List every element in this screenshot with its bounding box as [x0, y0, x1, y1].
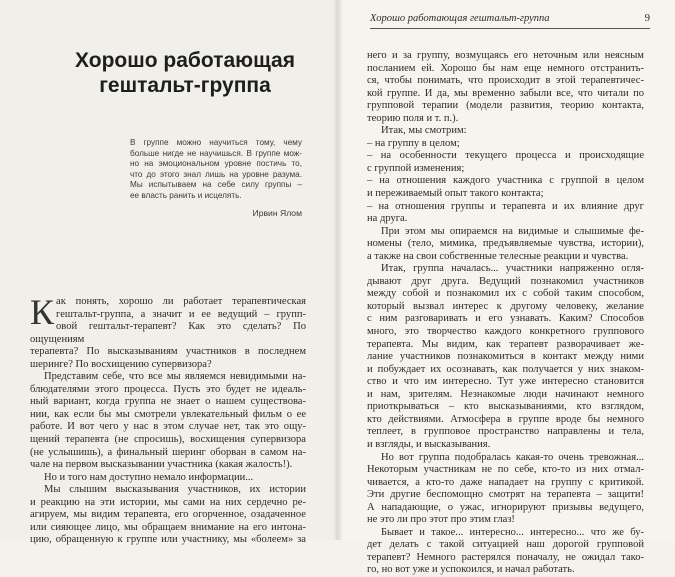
text-line: групповой терапии (модели развития, теорию контакта, — [367, 100, 644, 112]
text-line: между собой и познакомил их с собой таким способом, — [367, 288, 644, 300]
text-line: с ним разговаривать и его узнавать. Каким? Способов — [367, 313, 644, 325]
text-line: гештальт-группа, а значит и ее ведущий – групп- — [56, 308, 306, 320]
text-line: ся, чтобы понимать, что происходит в этой терапевтичес- — [367, 75, 644, 87]
text-line: шеринге? По восхищению супервизора? — [30, 358, 212, 370]
text-line: Эти другие беспомощно смотрят на терапевта – защити! — [367, 489, 644, 501]
text-line: Итак, группа началась... участники напряженно огля- — [381, 263, 644, 275]
epigraph-line: больше нигде не научишься. В группе мож- — [130, 148, 302, 158]
text-line: и переживаемый опыт такого контакта; — [367, 188, 544, 200]
text-line: А нападающие, о ужас, игнорируют призывы ведущего, — [367, 501, 644, 513]
text-line: терапевт? Немного растерялся поначалу, не ожидал тако- — [367, 551, 644, 563]
text-line: терапевта? По высказываниям участников в последнем — [30, 346, 306, 358]
text-line: теплеет, в групповое пространство направлены и тела, — [367, 426, 644, 438]
text-line: номены (тело, мимика, предъявляемые чувства, истории), — [367, 238, 644, 250]
text-line: посланием ей. Хорошо бы нам еще немного отстранить- — [367, 62, 644, 74]
text-line: и нам, зрителям. Незнакомые люди начинают немного — [367, 388, 644, 400]
text-line: ак понять, хорошо ли работает терапевтическая — [56, 296, 306, 307]
text-line: Итак, мы смотрим: — [381, 125, 467, 137]
text-line: дет делать с такой ситуацией наш дорогой групповой — [367, 539, 644, 551]
text-line: кой группе. И да, мы временно забыли все, что читали по — [367, 87, 644, 99]
right-body-text — [367, 50, 644, 577]
text-line: работе. И вот чего у нас в этом случае нет, так это ощу- — [30, 421, 306, 433]
text-line: щений терапевта (не спросишь), восхищения супервизора — [30, 434, 306, 446]
text-line: или сияющее лицо, мы обращаем внимание на его интона- — [30, 521, 306, 533]
text-line: чале на первом высказывании участника (какая жалость!). — [30, 459, 293, 471]
text-line: Бывает и такое... интересно... интересно... что же бу- — [381, 526, 644, 538]
epigraph — [130, 138, 302, 218]
text-line: а также на свои собственные телесные реакции и чувства. — [367, 250, 629, 262]
text-line: ство и что им интересно. Тут уже интересно становится — [367, 376, 644, 388]
text-line: приоткрываться – кто высказываниями, кто взглядом, — [367, 401, 644, 413]
text-line: блюдателями этого процесса. Пусть это будет не идеаль- — [30, 383, 306, 395]
text-line: который вызвал интерес к другому человеку, желание — [367, 300, 644, 312]
dropcap-letter: К — [30, 292, 55, 332]
text-line: ный вариант, когда группа не знает о нашем существова- — [30, 396, 306, 408]
epigraph-line: но на эмоциональном уровне постичь то, — [130, 159, 302, 169]
text-line: – на отношения каждого участника с группой в целом — [367, 175, 644, 187]
text-line: Но и того нам доступно немало информации... — [44, 471, 254, 483]
text-line: него и за группу, возмущаясь его неточным или неясным — [367, 50, 644, 61]
chapter-title — [60, 48, 310, 98]
text-line: овой гештальт-терапевт? Как это сделать? По ощущениям — [30, 321, 306, 345]
text-line: цию, обращенную к группе или участнику, мы «болеем» за — [30, 534, 306, 546]
epigraph-line: Мы испытываем на себе силу группы – — [130, 180, 302, 190]
left-body-text — [30, 292, 306, 547]
epigraph-line: В группе можно научиться тому, чему — [130, 138, 302, 147]
text-line: Некоторым участникам не по себе, кто-то из них отмал- — [367, 464, 644, 476]
text-line: дывают друг друга. Ведущий познакомил участников — [367, 275, 644, 287]
text-line: терапевта. Мы видим, как терапевт разворачивает же- — [367, 338, 644, 350]
text-line: – на отношения группы и терапевта и их влияние друг — [367, 200, 644, 212]
text-line: чивается, а кто-то даже нападает на группу с критикой. — [367, 476, 644, 488]
chapter-title-line-2: гештальт-группа — [99, 74, 271, 97]
text-line: на друга. — [367, 213, 408, 225]
text-line: Мы слышим высказывания участников, их истории — [44, 484, 306, 496]
text-line: При этом мы опираемся на видимые и слышимые фе- — [381, 225, 644, 237]
text-line: много, это творчество каждого конкретного группового — [367, 326, 644, 338]
text-line: теорию поля и т. п.). — [367, 112, 459, 124]
text-line: агируем, мы видим терапевта, его огорченное, озадаченное — [30, 509, 306, 521]
text-line: Представим себе, что все мы являемся невидимыми на- — [44, 371, 306, 383]
epigraph-line: ее власть ранить и исцелять. — [130, 190, 242, 200]
text-line: – на особенности текущего процесса и происходящие — [367, 150, 644, 162]
book-gutter — [333, 0, 343, 540]
text-line: с группой изменения; — [367, 162, 465, 174]
epigraph-author: Ирвин Ялом — [252, 207, 302, 218]
text-line: и побуждает их осознавать, как получается у них знаком- — [367, 363, 644, 375]
text-line: лание участников познакомиться в контакт между ними — [367, 351, 644, 363]
text-line: не это ли про этот про этим глаз! — [367, 514, 515, 526]
text-line: Но вот группа подобралась какая-то очень тревожная... — [381, 451, 644, 463]
text-line: и взгляды, и высказывания. — [367, 438, 491, 450]
chapter-title-line-1: Хорошо работающая — [75, 49, 295, 72]
epigraph-line: что до этого знал лишь на уровне разума. — [130, 169, 302, 179]
text-line: нии, как если бы мы смотрели увлекательный фильм о ее — [30, 408, 306, 420]
page-number: 9 — [644, 13, 650, 24]
text-line: и реакцию на эти истории, мы сами на них сердечно ре- — [30, 496, 306, 508]
text-line: кто действиями. Атмосфера в группе вроде бы немного — [367, 413, 644, 425]
text-line: (не услышишь), а финальный шеринг оборван в самом на- — [30, 446, 306, 458]
text-line: – на группу в целом; — [367, 137, 460, 149]
text-line: го, но вот уже и успокоился, и начал работать. — [367, 564, 575, 576]
running-head — [370, 12, 650, 29]
running-head-title: Хорошо работающая гештальт-группа — [370, 13, 550, 24]
